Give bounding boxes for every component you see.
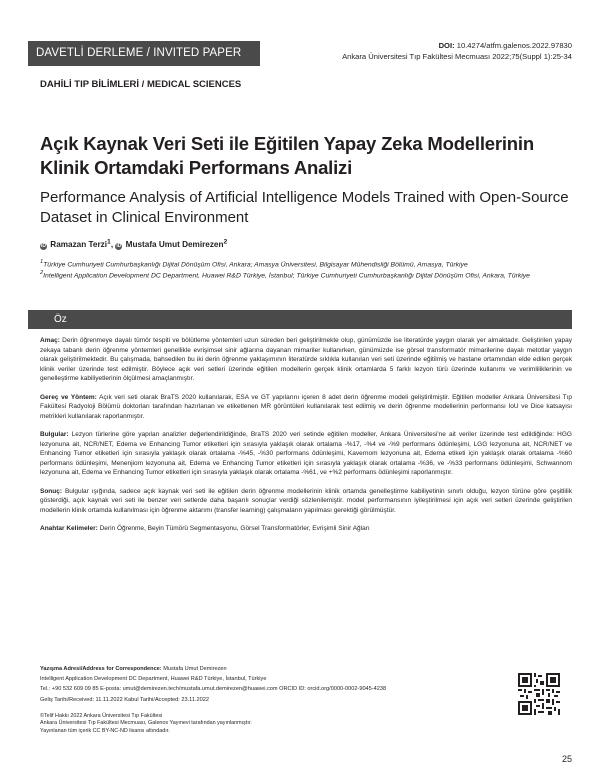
abstract-keywords-text: Derin Öğrenme, Beyin Tümörü Segmentasyonu, Görsel Transformatörler, Evrişimli Sinir Ağları [99, 524, 370, 532]
qr-code-icon[interactable] [518, 673, 560, 715]
affiliation-2 [40, 268, 575, 282]
abstract-methods [40, 393, 572, 422]
abstract-heading: Öz [54, 314, 67, 325]
doi-line [342, 41, 572, 52]
page-number: 25 [561, 754, 572, 764]
abstract-aim-label: Amaç: [40, 337, 60, 344]
author-2 [115, 240, 227, 249]
abstract-keywords-label: Anahtar Kelimeler: [40, 524, 98, 532]
journal-line: Ankara Üniversitesi Tıp Fakültesi Mecmuası 2022;75(Suppl 1):25-34 [342, 51, 572, 61]
abstract-aim [40, 336, 572, 384]
abstract-conclusion [40, 487, 572, 516]
title-english: Performance Analysis of Artificial Intelligence Models Trained with Open-Source Dataset in Clinical Environment [40, 189, 569, 226]
author-1-name: Ramazan Terzi [50, 239, 108, 249]
title-turkish: Açık Kaynak Veri Seti ile Eğitilen Yapay Zeka Modellerinin Klinik Ortamdaki Performans Analizi [40, 133, 534, 178]
copyright-line-1: ©Telif Hakkı 2022 Ankara Üniversitesi Tıp Fakültesi [40, 713, 163, 719]
author-list [40, 238, 227, 250]
author-2-name: Mustafa Umut Demirezen [125, 239, 224, 249]
abstract-aim-text: Derin öğrenmeye dayalı tümör tespiti ve bölütleme yöntemleri uzun süreden beri geliştirilmekte olup, günümüzde ise literatürde yaygın olarak yer almaktadır. Geliştirilen yapay zekaya tabanlı derin öğrenme yöntemleri genellikle evrişimsel sinir ağlarına dayanan mimariler kullanırken, günümüzde ise görsel transformatör mimarilerine dayalı metotlar yaygın olarak geliştirilmektedir. Bu çalışmada, bahsedilen bu iki derin öğrenme yaklaşımının literatürde sıklıkla kullanılan veri seti üzerinde eğitilmiş ve hastane ortamından elde edilen gerçek klinik veriler üzerinde test edilmiştir. Böylece açık veri setleri üzerinde eğitilen modellerin gerçek klinik ortamlarda 5 farklı lezyon türü üzerinde kullanımı ve verimliliklerinin ve genelleştirme kabiliyetlerinin ölçülmesi amaçlanmıştır. [40, 337, 572, 383]
abstract-methods-label: Gereç ve Yöntem: [40, 393, 97, 401]
abstract-methods-text: Açık veri seti olarak BraTS 2020 kullanılarak, ESA ve GT yapılarını içeren 8 adet derin öğrenme modeli geliştirilmiştir. Eğitilen modeller Ankara Üniversitesi Tıp Fakültesi Radyoloji Bölümü doktorları tarafından hazırlanan ve etiketlenen MR görüntüleri kullanılarak test edilmiş ve derin öğrenme modellerinin performansı IoU ve Dice katsayısı metrikleri kullanılarak raporlanmıştır. [40, 393, 572, 420]
abstract-keywords [40, 524, 572, 534]
abstract-results-text: Lezyon türlerine göre yapılan analizler değerlendirildiğinde, BraTS 2020 veri setinde eğitilen modeller, Ankara Üniversitesi'ne ait veriler üzerinde test edildiğinde: HGG lezyonuna ait, NCR/NET, Edema ve Enhancing Tumor etiketleri için sırasıyla yaklaşık olarak ortalama -%17, -%4 ve -%9 performans ödünleşimi, LGG lezyonuna ait, NCR/NET ve Enhancing Tumor etiketleri için sırasıyla yaklaşık olarak ortalama -%45, -%30 performans ödünleşimi, Kavernom lezyonuna ait, Edema etiketi için yaklaşık olarak ortalama -%60 performans ödünleşimi, Menenjiom lezyonuna ait, Edema ve Enhancing Tumor etiketleri için sırasıyla yaklaşık olarak ortalama -%36, ve -%33 performans ödünleşimi, Schwannom lezyonuna ait, Edema ve Enhancing Tumor etiketleri için sırasıyla yaklaşık olarak ortalama -%61, ve +%2 performans ödünleşimi raporlanmıştır. [40, 430, 572, 477]
copyright-line-2: Ankara Üniversitesi Tıp Fakültesi Mecmuası, Galenos Yayınevi tarafından yayınlanmıştır. [40, 720, 252, 727]
author-2-sup: 2 [223, 238, 228, 245]
author-1-sup: 1 [107, 238, 111, 245]
orcid-icon[interactable]: iD [116, 242, 122, 249]
doi-value[interactable]: 10.4274/atfm.galenos.2022.97830 [456, 41, 572, 50]
orcid-icon[interactable]: iD [41, 242, 46, 249]
correspondence-line [40, 664, 480, 674]
doi-block [342, 41, 572, 62]
affiliation-1-sup: 1 [40, 259, 44, 265]
affiliation-1-text: Türkiye Cumhuriyeti Cumhurbaşkanlığı Dijital Dönüşüm Ofisi, Ankara; Amasya Üniversitesi, Bilgisayar Mühendisliği Bölümü, Amasya, Türkiye [43, 261, 468, 269]
correspondence-block [40, 664, 480, 705]
correspondence-contact: Tel.: +90 532 609 09 85 E-posta: umut@demirezen.tech/mustafa.umut.demirezen@huawei.com ORCID ID: orcid.org/0000-0002-9045-4238 [40, 686, 387, 693]
article-type-label: DAVETLİ DERLEME / INVITED PAPER [36, 47, 242, 59]
abstract-body [40, 336, 572, 542]
affiliation-2-sup: 2 [40, 270, 44, 276]
copyright-block [40, 713, 480, 735]
author-separator: , [110, 239, 116, 249]
abstract-results [40, 430, 572, 478]
article-type-banner [28, 41, 260, 66]
copyright-line-3: Yayınlanan tüm içerik CC BY-NC-ND lisansı altındadır. [40, 727, 170, 734]
correspondence-heading: Yazışma Adresi/Address for Correspondence: [40, 666, 162, 672]
section-label: DAHİLİ TIP BİLİMLERİ / MEDICAL SCIENCES [40, 79, 242, 90]
affiliation-2-text: Intelligent Application Development DC Department, Huawei R&D Türkiye, İstanbul; Türkiye Cumhuriyeti Cumhurbaşkanlığı Dijital Dönüşüm Ofisi, Ankara, Türkiye [43, 272, 530, 280]
author-1 [40, 240, 115, 249]
correspondence-name: Mustafa Umut Demirezen [163, 666, 227, 672]
abstract-heading-bar [28, 310, 572, 329]
abstract-conclusion-text: Bulgular ışığında, sadece açık kaynak veri seti ile eğitilen derin öğrenme modellerinin klinik ortamda genelleştirme kabiliyetinin sınırlı olduğu, lezyon türüne göre çeşitlilik gösterdiği, açık kaynak veri seti ile benzer veri setlerde daha başarılı sonuçlar verdiği sözlenilemiştir. model performansının iyileştirilmesi için açık veri setleri üzerinde geliştirilen modellerin klinik ortamda kullanılması için öğrenme aktarımı (transfer learning) çalışmaların yapılması gerektiği görülmüştür. [40, 487, 572, 514]
abstract-results-label: Bulgular: [40, 430, 69, 438]
abstract-conclusion-label: Sonuç: [40, 487, 63, 495]
doi-label: DOI: [438, 41, 455, 50]
correspondence-dates: Geliş Tarihi/Received: 11.11.2022 Kabul Tarihi/Accepted: 23.11.2022 [40, 696, 209, 703]
correspondence-address: Intelligent Application Development DC Department, Huawei R&D Türkiye, İstanbul, Türkiye [40, 676, 267, 683]
